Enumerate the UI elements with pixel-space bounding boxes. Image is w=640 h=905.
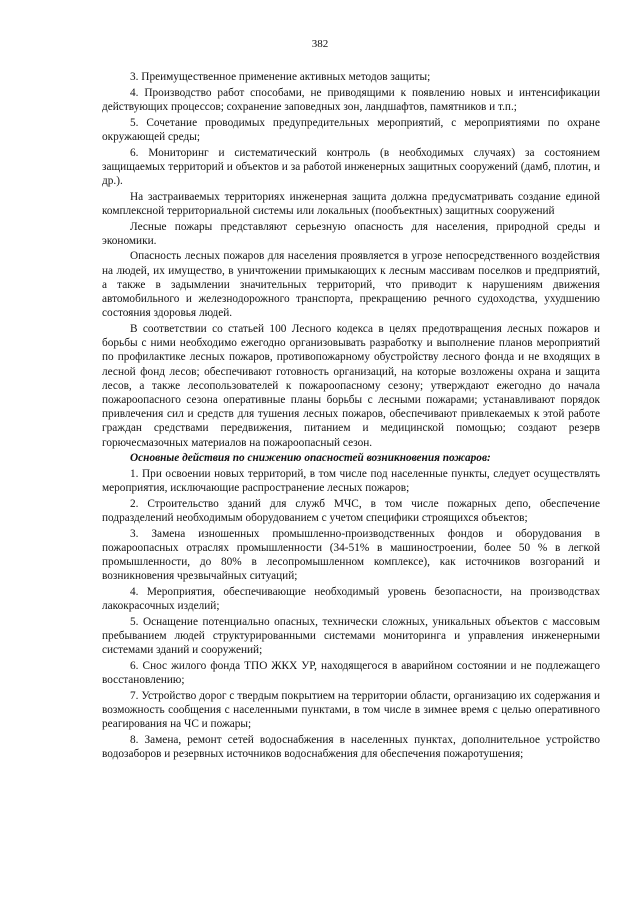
action-item-6: 6. Снос жилого фонда ТПО ЖКХ УР, находящегося в аварийном состоянии и не подлежащего восстановлению; [102, 660, 600, 687]
paragraph-engineering-protection: На застраиваемых территориях инженерная защита должна предусматривать создание единой комплексной территориальной системы или локальных (пообъектных) защитных сооружений [102, 190, 600, 217]
action-item-7: 7. Устройство дорог с твердым покрытием на территории области, организацию их содержания и возможность сообщения с населенными пунктами, в том числе в зимнее время с целью оперативного реагирования на ЧС и пожары; [102, 690, 600, 731]
action-item-5: 5. Оснащение потенциально опасных, технически сложных, уникальных объектов с массовым пребыванием людей структурированными системами мониторинга и управления инженерными системами зданий и сооружений; [102, 616, 600, 657]
paragraph-fire-danger: Опасность лесных пожаров для населения проявляется в угрозе непосредственного воздействия на людей, их имущество, в уничтожении примыкающих к лесным массивам поселков и предприятий, а также в задымлении значительных территорий, что приводит к нарушениям движения автомобильного и железнодорожного транспорта, прекращению речного судоходства, ухудшению состояния здоровья людей. [102, 250, 600, 320]
paragraph-forest-code: В соответствии со статьей 100 Лесного кодекса в целях предотвращения лесных пожаров и борьбы с ними необходимо ежегодно организовывать разработку и выполнение планов мероприятий по профилактике лесных пожаров, противопожарному обустройству лесного фонда и не входящих в лесной фонд лесов; обеспечивают готовность организаций, на которые возложены охрана и защита лесов, а также лесопользователей к пожароопасному сезону; утверждают ежегодно до начала пожароопасного сезона оперативные планы борьбы с лесными пожарами; устанавливают порядок привлечения сил и средств для тушения лесных пожаров, обеспечивают привлекаемых к этой работе граждан средствами передвижения, питанием и медицинской помощью; создают резерв горючесмазочных материалов на пожароопасный сезон. [102, 322, 600, 449]
document-body [102, 70, 600, 763]
paragraph-item-6: 6. Мониторинг и систематический контроль (в необходимых случаях) за состоянием защищаемых территорий и объектов и за работой инженерных защитных сооружений (дамб, плотин, и др.). [102, 146, 600, 187]
action-item-1: 1. При освоении новых территорий, в том числе под населенные пункты, следует осуществлять мероприятия, исключающие распространение лесных пожаров; [102, 467, 600, 495]
paragraph-item-5: 5. Сочетание проводимых предупредительных мероприятий, с мероприятиями по охране окружающей среды; [102, 116, 600, 143]
section-heading: Основные действия по снижению опасностей возникновения пожаров: [130, 452, 491, 465]
action-item-8: 8. Замена, ремонт сетей водоснабжения в населенных пунктах, дополнительное устройство водозаборов и резервных источников водоснабжения для обеспечения пожаротушения; [102, 734, 600, 761]
paragraph-item-3: 3. Преимущественное применение активных методов защиты; [130, 71, 431, 83]
page-number: 382 [311, 38, 329, 50]
action-item-3: 3. Замена изношенных промышленно-производственных фондов и оборудования в пожароопасных отраслях промышленности (34-51% в машиностроении, более 50 % в легкой промышленности, до 80% в лесопромышленном комплексе), как источников возгораний и возникновения чрезвычайных ситуаций; [102, 527, 600, 583]
paragraph-item-4: 4. Производство работ способами, не приводящими к появлению новых и интенсификации действующих процессов; сохранение заповедных зон, ландшафтов, памятников и т.п.; [102, 86, 600, 113]
action-item-2: 2. Строительство зданий для служб МЧС, в том числе пожарных депо, обеспечение подразделений необходимым оборудованием с учетом специфики строящихся объектов; [102, 497, 600, 525]
action-item-4: 4. Мероприятия, обеспечивающие необходимый уровень безопасности, на производствах лакокрасочных изделий; [102, 586, 600, 613]
paragraph-forest-fires: Лесные пожары представляют серьезную опасность для населения, природной среды и экономики. [102, 220, 600, 247]
